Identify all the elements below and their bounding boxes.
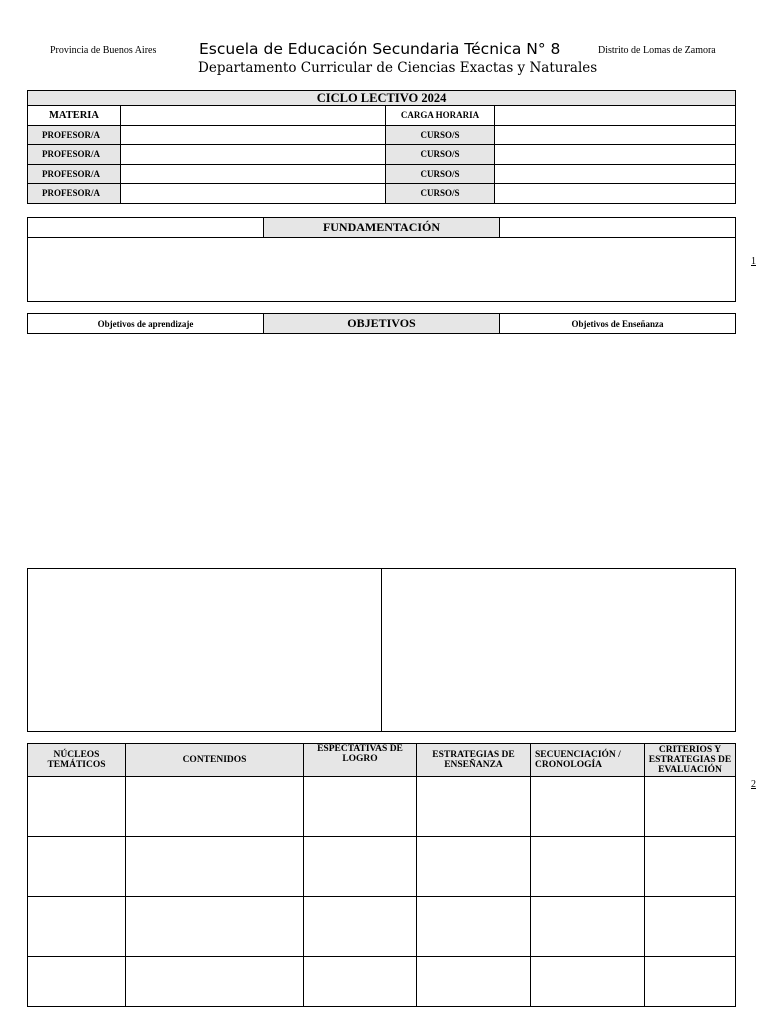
curso-field[interactable] [495, 125, 736, 145]
table-cell[interactable] [126, 897, 304, 957]
table-cell[interactable] [126, 777, 304, 837]
table-cell[interactable] [531, 957, 645, 1007]
table-cell[interactable] [645, 957, 736, 1007]
table-cell[interactable] [28, 777, 126, 837]
table-cell[interactable] [28, 957, 126, 1007]
profesor-label: PROFESOR/A [28, 145, 121, 165]
profesor-label: PROFESOR/A [28, 164, 121, 184]
profesor-field[interactable] [121, 145, 386, 165]
curso-label: CURSO/S [386, 164, 495, 184]
carga-horaria-label: CARGA HORARIA [386, 106, 495, 126]
table-cell[interactable] [531, 777, 645, 837]
profesor-label: PROFESOR/A [28, 184, 121, 204]
table-cell[interactable] [126, 837, 304, 897]
profesor-field[interactable] [121, 125, 386, 145]
objetivos-aprendizaje-label: Objetivos de aprendizaje [28, 314, 264, 334]
fundamentacion-field[interactable] [28, 238, 736, 302]
table-cell[interactable] [531, 897, 645, 957]
col-contenidos: CONTENIDOS [126, 744, 304, 777]
table-cell[interactable] [126, 957, 304, 1007]
page-number: 2 [751, 779, 756, 790]
table-cell[interactable] [645, 897, 736, 957]
objetivos-title: OBJETIVOS [264, 314, 500, 334]
col-estrategias-ensenanza: ESTRATEGIAS DE ENSEÑANZA [417, 744, 531, 777]
table-cell[interactable] [304, 777, 417, 837]
col-criterios-evaluacion: CRITERIOS Y ESTRATEGIAS DE EVALUACIÓN [645, 744, 736, 777]
profesor-label: PROFESOR/A [28, 125, 121, 145]
planificacion-table [27, 743, 736, 1007]
table-cell[interactable] [304, 957, 417, 1007]
col-espectativas-logro: ESPECTATIVAS DE LOGRO [304, 744, 417, 777]
curso-label: CURSO/S [386, 184, 495, 204]
materia-label: MATERIA [28, 106, 121, 126]
table-cell[interactable] [304, 897, 417, 957]
page-number: 1 [751, 256, 756, 267]
table-cell[interactable] [417, 957, 531, 1007]
objetivos-table [27, 313, 736, 334]
col-nucleos-tematicos: NÚCLEOS TEMÁTICOS [28, 744, 126, 777]
objetivos-ensenanza-field[interactable] [382, 569, 736, 732]
table-row [28, 777, 736, 837]
table-cell[interactable] [28, 897, 126, 957]
profesor-field[interactable] [121, 184, 386, 204]
table-cell[interactable] [645, 837, 736, 897]
table-cell[interactable] [417, 777, 531, 837]
ciclo-lectivo-table [27, 90, 736, 204]
table-cell[interactable] [531, 837, 645, 897]
table-cell[interactable] [304, 837, 417, 897]
profesor-field[interactable] [121, 164, 386, 184]
curso-field[interactable] [495, 145, 736, 165]
fundamentacion-spacer-right [500, 218, 736, 238]
ciclo-lectivo-title: CICLO LECTIVO 2024 [28, 91, 736, 106]
table-cell[interactable] [28, 837, 126, 897]
curso-label: CURSO/S [386, 125, 495, 145]
table-cell[interactable] [645, 777, 736, 837]
table-cell[interactable] [417, 837, 531, 897]
fundamentacion-table [27, 217, 736, 302]
table-row [28, 957, 736, 1007]
materia-field[interactable] [121, 106, 386, 126]
curso-field[interactable] [495, 184, 736, 204]
fundamentacion-title: FUNDAMENTACIÓN [264, 218, 500, 238]
table-row [28, 897, 736, 957]
curso-field[interactable] [495, 164, 736, 184]
table-row [28, 837, 736, 897]
carga-horaria-field[interactable] [495, 106, 736, 126]
objetivos-ensenanza-label: Objetivos de Enseñanza [500, 314, 736, 334]
curso-label: CURSO/S [386, 145, 495, 165]
objetivos-aprendizaje-field[interactable] [28, 569, 382, 732]
school-title: Escuela de Educación Secundaria Técnica N° 8 [199, 40, 561, 58]
col-secuenciacion: SECUENCIACIÓN / CRONOLOGÍA [531, 744, 645, 777]
fundamentacion-spacer-left [28, 218, 264, 238]
objetivos-boxes [27, 568, 736, 732]
district-label: Distrito de Lomas de Zamora [598, 45, 716, 56]
department-subtitle: Departamento Curricular de Ciencias Exactas y Naturales [198, 60, 598, 76]
table-cell[interactable] [417, 897, 531, 957]
province-label: Provincia de Buenos Aires [50, 45, 157, 56]
